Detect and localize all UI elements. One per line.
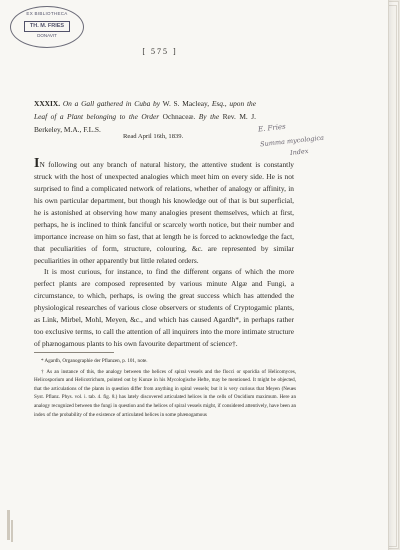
page-number: [ 575 ] xyxy=(142,47,178,56)
footnotes xyxy=(34,357,296,419)
title-order: Ochnaceæ. xyxy=(162,112,196,121)
handwritten-note-2: Summa mycologica xyxy=(259,133,325,149)
library-stamp xyxy=(10,6,84,48)
footnote-2: † As an instance of this, the analogy between the helices of spiral vessels and the flocci or sporidia of Helicomyces, Helicosporium and Helicotrichum, pointed out by Kunze in his Mycologische Hefte, may be mentioned. It might be objected, that the articulations of the plants in question differ from anything in spiral vessels; but it is very curious that Meyen (Neues Syst. Pflanz. Phys. vol. i. tab. 4. fig. 8.) has lately discovered articulated helices in the cells of Oncidium maximum. Here an analogy recognized between the fungi in question and the helices of spiral vessels might, if considered attentively, have been an index of the probability of the existence of articulated helices in some phænogamous xyxy=(34,368,296,418)
title-author: W. S. Macleay, xyxy=(162,99,210,108)
title-part-1: On a Gall gathered in Cuba by xyxy=(62,99,161,108)
read-date: Read April 16th, 1839. xyxy=(123,133,184,140)
handwritten-note-3: Index xyxy=(289,147,309,157)
footnote-1: * Agardh, Organographie der Pflanzen, p. 101, note. xyxy=(41,358,148,364)
article-title xyxy=(34,97,256,136)
stamp-bottom-text: DONAVIT xyxy=(37,33,57,38)
footnote-divider xyxy=(34,352,114,353)
title-part-2: Esq., upon the Leaf of a Plant belonging to the Order xyxy=(34,99,256,121)
article-number: XXXIX. xyxy=(34,99,61,108)
handwritten-note-1: E. Fries xyxy=(257,122,287,134)
paragraph-1 xyxy=(34,156,294,267)
title-by: By the xyxy=(198,112,220,121)
paragraph-1-text: N following out any branch of natural history, the attentive student is constantly struck with the host of unexpected analogies which meet him on every side. He is not surprised to find a complicated network of relations, whether of analogy or affinity, in his own particular department, but though his knowledge out of that is but superficial, he is astonished at observing how many analogies present themselves, which at first, perhaps, he is inclined to think fanciful or scarcely worth notice, but their number and importance increase on him so fast, that at length he is forced to acknowledge the fact, that peculiarities of form, structure, colouring, &c. are represented by similar peculiarities in other apparently but little related orders. xyxy=(34,160,294,265)
drop-cap: I xyxy=(34,156,40,171)
stamp-top-text: EX BIBLIOTHECA xyxy=(26,11,68,16)
title-rev-author: Rev. M. J. Berkeley, xyxy=(34,112,256,134)
stamp-name: TH. M. FRIES xyxy=(24,21,70,32)
page-edge-mark xyxy=(7,510,10,540)
paragraph-2: It is most curious, for instance, to find the different organs of which the more perfect plants are composed represented by various minute Algæ and Fungi, a circumstance, to which, perhaps, is owing the great success which has attended the physiological researches of various close observers or students of Cryptogamic plants, as Link, Mirbel, Mohl, Meyen, &c., and which has caused Agardh*, in perhaps rather too exclusive terms, to call the attention of all inquirers into the more intimate structure of phænogamous plants to his own favourite department of science†. xyxy=(34,267,294,348)
title-degrees: M.A., F.L.S. xyxy=(63,125,101,134)
page-edge-mark xyxy=(11,520,13,542)
